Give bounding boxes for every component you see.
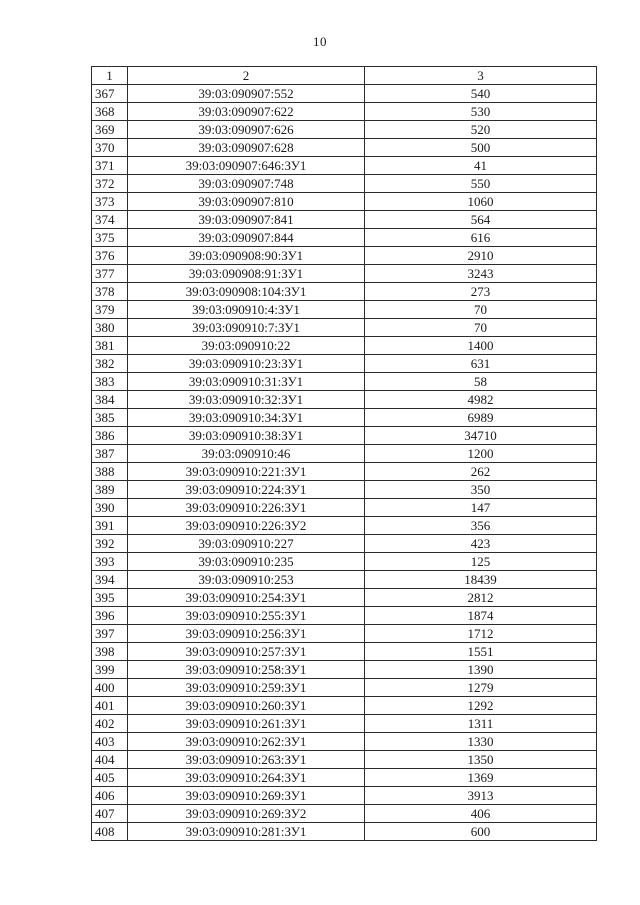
row-number-cell: 389 <box>92 481 128 499</box>
cadastral-number-cell: 39:03:090910:226:ЗУ1 <box>128 499 365 517</box>
row-number-cell: 383 <box>92 373 128 391</box>
area-cell: 1200 <box>365 445 597 463</box>
table-row <box>92 481 597 499</box>
cadastral-number-cell: 39:03:090910:253 <box>128 571 365 589</box>
row-number-cell: 371 <box>92 157 128 175</box>
area-cell: 500 <box>365 139 597 157</box>
area-cell: 540 <box>365 85 597 103</box>
area-cell: 1400 <box>365 337 597 355</box>
cadastral-number-cell: 39:03:090907:844 <box>128 229 365 247</box>
cadastral-number-cell: 39:03:090910:262:ЗУ1 <box>128 733 365 751</box>
cadastral-number-cell: 39:03:090910:38:ЗУ1 <box>128 427 365 445</box>
cadastral-number-cell: 39:03:090910:260:ЗУ1 <box>128 697 365 715</box>
row-number-cell: 391 <box>92 517 128 535</box>
area-cell: 273 <box>365 283 597 301</box>
cadastral-number-cell: 39:03:090910:34:ЗУ1 <box>128 409 365 427</box>
area-cell: 70 <box>365 319 597 337</box>
header-row <box>92 67 597 85</box>
cadastral-number-cell: 39:03:090910:221:ЗУ1 <box>128 463 365 481</box>
cadastral-number-cell: 39:03:090910:7:ЗУ1 <box>128 319 365 337</box>
cadastral-number-cell: 39:03:090910:264:ЗУ1 <box>128 769 365 787</box>
table-row <box>92 211 597 229</box>
area-cell: 1292 <box>365 697 597 715</box>
row-number-cell: 388 <box>92 463 128 481</box>
cadastral-number-cell: 39:03:090907:841 <box>128 211 365 229</box>
row-number-cell: 406 <box>92 787 128 805</box>
row-number-cell: 387 <box>92 445 128 463</box>
row-number-cell: 380 <box>92 319 128 337</box>
cadastral-number-cell: 39:03:090907:626 <box>128 121 365 139</box>
area-cell: 423 <box>365 535 597 553</box>
row-number-cell: 404 <box>92 751 128 769</box>
row-number-cell: 373 <box>92 193 128 211</box>
cadastral-number-cell: 39:03:090908:91:ЗУ1 <box>128 265 365 283</box>
cadastral-number-cell: 39:03:090910:22 <box>128 337 365 355</box>
table-row <box>92 589 597 607</box>
table-row <box>92 535 597 553</box>
cadastral-number-cell: 39:03:090910:235 <box>128 553 365 571</box>
area-cell: 406 <box>365 805 597 823</box>
cadastral-number-cell: 39:03:090907:622 <box>128 103 365 121</box>
table-row <box>92 679 597 697</box>
cadastral-number-cell: 39:03:090910:255:ЗУ1 <box>128 607 365 625</box>
table-row <box>92 373 597 391</box>
table-row <box>92 553 597 571</box>
cadastral-number-cell: 39:03:090910:254:ЗУ1 <box>128 589 365 607</box>
table-row <box>92 607 597 625</box>
cadastral-number-cell: 39:03:090910:261:ЗУ1 <box>128 715 365 733</box>
table-row <box>92 319 597 337</box>
area-cell: 58 <box>365 373 597 391</box>
area-cell: 3243 <box>365 265 597 283</box>
row-number-cell: 399 <box>92 661 128 679</box>
area-cell: 530 <box>365 103 597 121</box>
row-number-cell: 405 <box>92 769 128 787</box>
table-row <box>92 283 597 301</box>
area-cell: 34710 <box>365 427 597 445</box>
area-cell: 125 <box>365 553 597 571</box>
table-row <box>92 643 597 661</box>
area-cell: 1311 <box>365 715 597 733</box>
table-row <box>92 463 597 481</box>
area-cell: 1874 <box>365 607 597 625</box>
table-row <box>92 139 597 157</box>
table-row <box>92 805 597 823</box>
cadastral-number-cell: 39:03:090910:258:ЗУ1 <box>128 661 365 679</box>
area-cell: 1060 <box>365 193 597 211</box>
area-cell: 564 <box>365 211 597 229</box>
row-number-cell: 368 <box>92 103 128 121</box>
row-number-cell: 367 <box>92 85 128 103</box>
table-row <box>92 355 597 373</box>
area-cell: 147 <box>365 499 597 517</box>
table-row <box>92 103 597 121</box>
cadastral-number-cell: 39:03:090910:269:ЗУ1 <box>128 787 365 805</box>
row-number-cell: 401 <box>92 697 128 715</box>
table-row <box>92 301 597 319</box>
cadastral-number-cell: 39:03:090907:552 <box>128 85 365 103</box>
table-body <box>92 85 597 841</box>
cadastral-number-cell: 39:03:090910:32:ЗУ1 <box>128 391 365 409</box>
area-cell: 262 <box>365 463 597 481</box>
area-cell: 350 <box>365 481 597 499</box>
cadastral-number-cell: 39:03:090910:269:ЗУ2 <box>128 805 365 823</box>
cadastral-number-cell: 39:03:090910:257:ЗУ1 <box>128 643 365 661</box>
table-row <box>92 175 597 193</box>
cadastral-number-cell: 39:03:090910:4:ЗУ1 <box>128 301 365 319</box>
row-number-cell: 386 <box>92 427 128 445</box>
cadastral-number-cell: 39:03:090910:281:ЗУ1 <box>128 823 365 841</box>
cadastral-number-cell: 39:03:090908:104:ЗУ1 <box>128 283 365 301</box>
page-number: 10 <box>313 34 327 49</box>
row-number-cell: 394 <box>92 571 128 589</box>
area-cell: 1551 <box>365 643 597 661</box>
row-number-cell: 398 <box>92 643 128 661</box>
cadastral-number-cell: 39:03:090910:263:ЗУ1 <box>128 751 365 769</box>
row-number-cell: 396 <box>92 607 128 625</box>
table-row <box>92 715 597 733</box>
column-header-2: 2 <box>128 67 365 85</box>
table-row <box>92 733 597 751</box>
table-row <box>92 229 597 247</box>
area-cell: 6989 <box>365 409 597 427</box>
cadastral-number-cell: 39:03:090907:810 <box>128 193 365 211</box>
cadastral-number-cell: 39:03:090910:226:ЗУ2 <box>128 517 365 535</box>
area-cell: 1350 <box>365 751 597 769</box>
table-row <box>92 571 597 589</box>
table-row <box>92 391 597 409</box>
area-cell: 1279 <box>365 679 597 697</box>
area-cell: 616 <box>365 229 597 247</box>
row-number-cell: 370 <box>92 139 128 157</box>
cadastral-number-cell: 39:03:090907:628 <box>128 139 365 157</box>
row-number-cell: 407 <box>92 805 128 823</box>
table-row <box>92 823 597 841</box>
area-cell: 600 <box>365 823 597 841</box>
row-number-cell: 393 <box>92 553 128 571</box>
row-number-cell: 402 <box>92 715 128 733</box>
row-number-cell: 384 <box>92 391 128 409</box>
row-number-cell: 369 <box>92 121 128 139</box>
row-number-cell: 382 <box>92 355 128 373</box>
row-number-cell: 381 <box>92 337 128 355</box>
table-row <box>92 427 597 445</box>
row-number-cell: 397 <box>92 625 128 643</box>
land-plot-table <box>91 66 597 841</box>
table-row <box>92 247 597 265</box>
table-row <box>92 409 597 427</box>
row-number-cell: 408 <box>92 823 128 841</box>
area-cell: 4982 <box>365 391 597 409</box>
area-cell: 550 <box>365 175 597 193</box>
cadastral-number-cell: 39:03:090910:46 <box>128 445 365 463</box>
row-number-cell: 400 <box>92 679 128 697</box>
table-row <box>92 517 597 535</box>
cadastral-number-cell: 39:03:090910:224:ЗУ1 <box>128 481 365 499</box>
cadastral-number-cell: 39:03:090910:259:ЗУ1 <box>128 679 365 697</box>
cadastral-number-cell: 39:03:090907:748 <box>128 175 365 193</box>
row-number-cell: 372 <box>92 175 128 193</box>
table-row <box>92 661 597 679</box>
table-row <box>92 265 597 283</box>
column-header-1: 1 <box>92 67 128 85</box>
cadastral-number-cell: 39:03:090910:227 <box>128 535 365 553</box>
row-number-cell: 390 <box>92 499 128 517</box>
area-cell: 41 <box>365 157 597 175</box>
area-cell: 1330 <box>365 733 597 751</box>
table-row <box>92 445 597 463</box>
row-number-cell: 379 <box>92 301 128 319</box>
table-row <box>92 697 597 715</box>
row-number-cell: 377 <box>92 265 128 283</box>
table-row <box>92 85 597 103</box>
column-header-3: 3 <box>365 67 597 85</box>
area-cell: 3913 <box>365 787 597 805</box>
row-number-cell: 376 <box>92 247 128 265</box>
area-cell: 1390 <box>365 661 597 679</box>
table-row <box>92 769 597 787</box>
cadastral-number-cell: 39:03:090910:256:ЗУ1 <box>128 625 365 643</box>
cadastral-number-cell: 39:03:090907:646:ЗУ1 <box>128 157 365 175</box>
row-number-cell: 395 <box>92 589 128 607</box>
area-cell: 2910 <box>365 247 597 265</box>
table-row <box>92 337 597 355</box>
cadastral-number-cell: 39:03:090910:31:ЗУ1 <box>128 373 365 391</box>
area-cell: 70 <box>365 301 597 319</box>
table-row <box>92 787 597 805</box>
area-cell: 2812 <box>365 589 597 607</box>
area-cell: 520 <box>365 121 597 139</box>
table-row <box>92 499 597 517</box>
table-row <box>92 625 597 643</box>
area-cell: 631 <box>365 355 597 373</box>
table-row <box>92 751 597 769</box>
row-number-cell: 374 <box>92 211 128 229</box>
area-cell: 1712 <box>365 625 597 643</box>
table-row <box>92 157 597 175</box>
area-cell: 18439 <box>365 571 597 589</box>
table-row <box>92 193 597 211</box>
row-number-cell: 375 <box>92 229 128 247</box>
row-number-cell: 378 <box>92 283 128 301</box>
area-cell: 1369 <box>365 769 597 787</box>
row-number-cell: 403 <box>92 733 128 751</box>
cadastral-number-cell: 39:03:090908:90:ЗУ1 <box>128 247 365 265</box>
table-row <box>92 121 597 139</box>
row-number-cell: 385 <box>92 409 128 427</box>
cadastral-number-cell: 39:03:090910:23:ЗУ1 <box>128 355 365 373</box>
row-number-cell: 392 <box>92 535 128 553</box>
area-cell: 356 <box>365 517 597 535</box>
